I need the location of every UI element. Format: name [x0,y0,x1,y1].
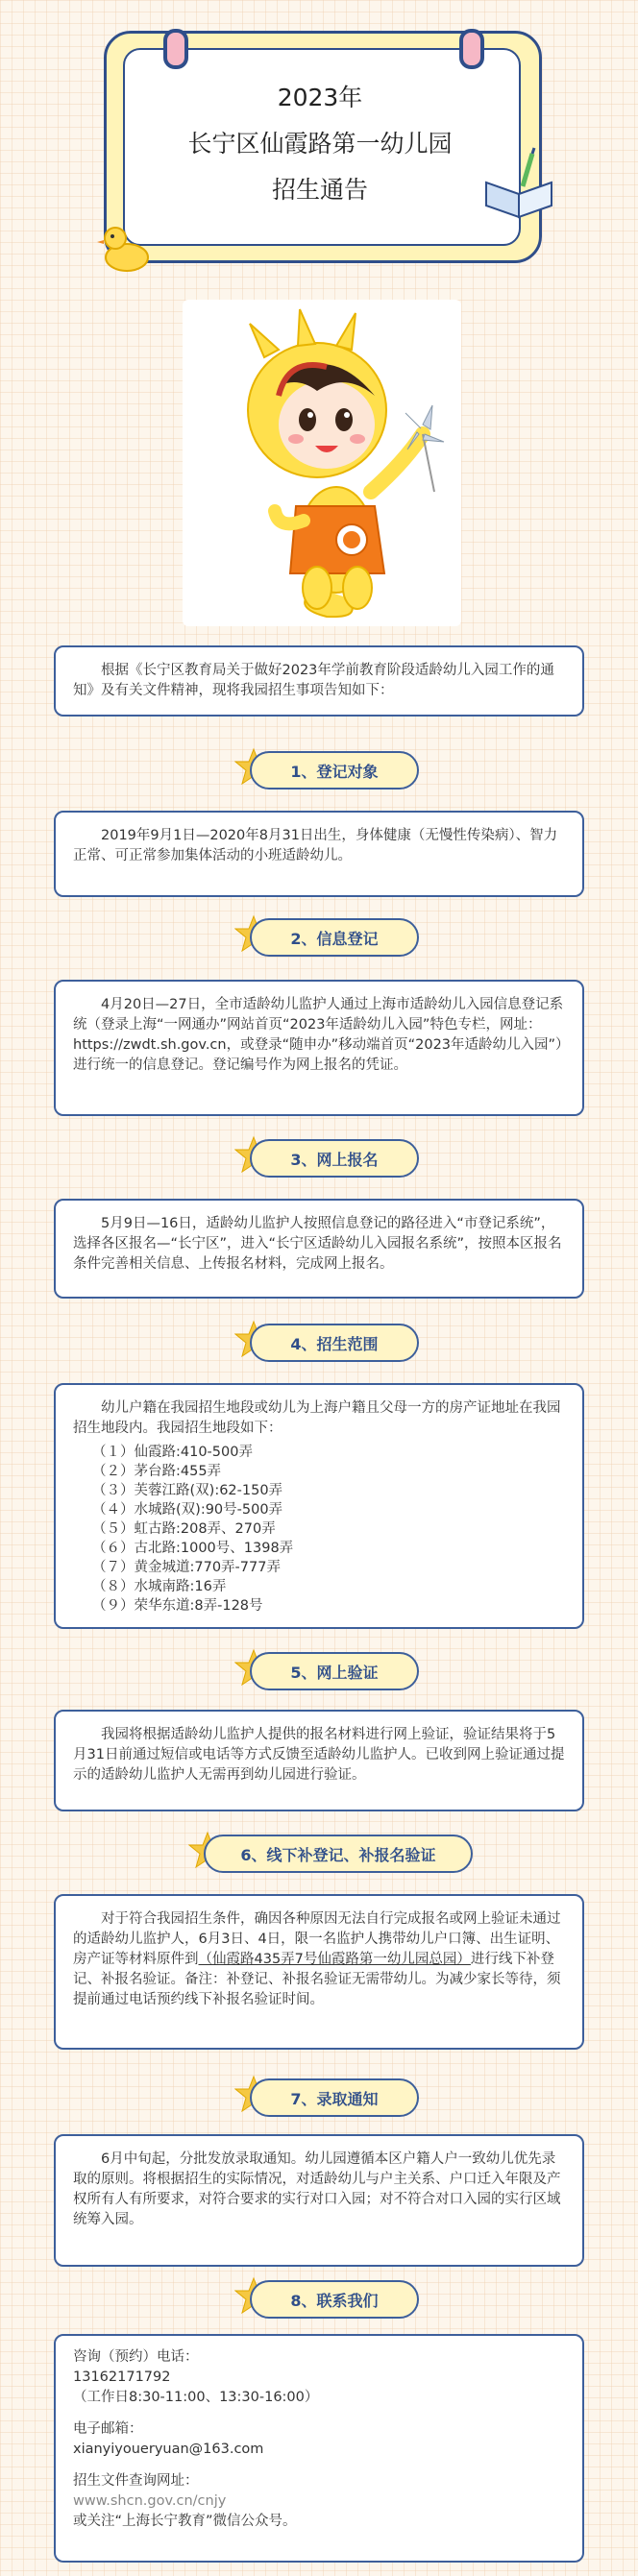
website-label: 招生文件查询网址： [73,2473,199,2489]
intro-text: 根据《长宁区教育局关于做好2023年学前教育阶段适龄幼儿入园工作的通知》及有关文件精神，现将我园招生事项告知如下： [73,663,554,698]
section-2-text: 4月20日—27日，全市适龄幼儿监护人通过上海市适龄幼儿入园信息登记系统（登录上海“一网通办”网站首页“2023年适龄幼儿入园”特色专栏，网址：https://zwdt.sh.gov.cn，或登录“随申办”移动端首页“2023年适龄幼儿入园”）进行统一的信息登记。登记编号作为网上报名的凭证。 [73,997,564,1073]
kindergarten-address-link[interactable]: （仙霞路435弄7号仙霞路第一幼儿园总园） [198,1952,471,1967]
section-6-text-post: 进行线下补登记、补报名验证。备注：补登记、补报名验证无需带幼儿。为减少家长等待，须提前通过电话预约线下补报名验证时间。 [73,1952,561,2007]
section-title-8: 8、联系我们 [250,2280,419,2319]
phone-number[interactable]: 13162171792 [73,2369,171,2385]
contact-box [54,2334,584,2563]
email-label: 电子邮箱： [73,2421,143,2437]
section-title-4: 4、招生范围 [250,1324,419,1362]
district-item: （９）荣华东道:8弄-128号 [92,1598,263,1614]
section-3-text: 5月9日—16日，适龄幼儿监护人按照信息登记的路径进入“市登记系统”，选择各区报名—“长宁区”，进入“长宁区适龄幼儿入园报名系统”，按照本区报名条件完善相关信息、上传报名材料，完成网上报名。 [73,1216,562,1272]
district-item: （１）仙霞路:410-500弄 [92,1445,253,1460]
section-7-text: 6月中旬起，分批发放录取通知。幼儿园遵循本区户籍人户一致幼儿优先录取的原则。将根据招生的实际情况，对适龄幼儿与户主关系、户口迁入年限及产权所有人有所要求，对符合要求的实行对口入园；对不符合对口入园的实行区域统筹入园。 [73,2151,561,2227]
section-title-3: 3、网上报名 [250,1139,419,1178]
dragon-mascot-illustration [183,300,461,626]
header-school-name: 长宁区仙霞路第一幼儿园 [187,130,453,158]
section-2-box [54,980,584,1116]
district-item: （４）水城路(双):90号-500弄 [92,1502,283,1518]
district-item: （５）虹古路:208弄、270弄 [92,1521,276,1537]
section-4-box [54,1383,584,1629]
email-address[interactable]: xianyiyoueryuan@163.com [73,2442,264,2457]
district-item: （２）茅台路:455弄 [92,1464,222,1479]
section-5-box [54,1710,584,1811]
section-title-5: 5、网上验证 [250,1652,419,1690]
section-6-text-pre: 对于符合我园招生条件，确因各种原因无法自行完成报名或网上验证未通过的适龄幼儿监护人，6月3日、4日，限一名监护人携带幼儿户口簿、出生证明、房产证等材料原件到 [73,1911,561,1967]
website-link[interactable]: www.shcn.gov.cn/cnjy [73,2493,227,2509]
section-title-7: 7、录取通知 [250,2078,419,2117]
section-title-6: 6、线下补登记、补报名验证 [204,1835,473,1873]
duck-icon [96,221,154,275]
section-6-box [54,1894,584,2050]
wechat-note: 或关注“上海长宁教育”微信公众号。 [73,2514,297,2529]
section-title-2: 2、信息登记 [250,918,419,957]
header-notice-title: 招生通告 [271,176,368,204]
section-7-box [54,2134,584,2267]
section-title-1: 1、登记对象 [250,751,419,790]
binder-ring-left [163,29,188,69]
book-pencil-icon [478,144,565,221]
district-item: （３）芙蓉江路(双):62-150弄 [92,1483,283,1498]
district-item: （８）水城南路:16弄 [92,1579,227,1594]
section-5-text: 我园将根据适龄幼儿监护人提供的报名材料进行网上验证，验证结果将于5月31日前通过短信或电话等方式反馈至适龄幼儿监护人。已收到网上验证通过提示的适龄幼儿监护人无需再到幼儿园进行验证。 [73,1727,565,1783]
section-1-box [54,811,584,897]
district-item: （６）古北路:1000号、1398弄 [92,1541,294,1556]
office-hours: （工作日8:30-11:00、13:30-16:00） [73,2390,319,2405]
district-list [92,1443,565,1616]
district-item: （７）黄金城道:770弄-777弄 [92,1560,281,1575]
intro-box [54,645,584,717]
section-3-box [54,1199,584,1299]
binder-ring-right [459,29,484,69]
section-4-intro: 幼儿户籍在我园招生地段或幼儿为上海户籍且父母一方的房产证地址在我园招生地段内。我园招生地段如下： [73,1400,561,1436]
header-year: 2023年 [277,84,363,111]
phone-label: 咨询（预约）电话： [73,2349,199,2365]
section-1-text: 2019年9月1日—2020年8月31日出生，身体健康（无慢性传染病）、智力正常、可正常参加集体活动的小班适龄幼儿。 [73,828,558,863]
section-6-text [73,1909,565,2010]
